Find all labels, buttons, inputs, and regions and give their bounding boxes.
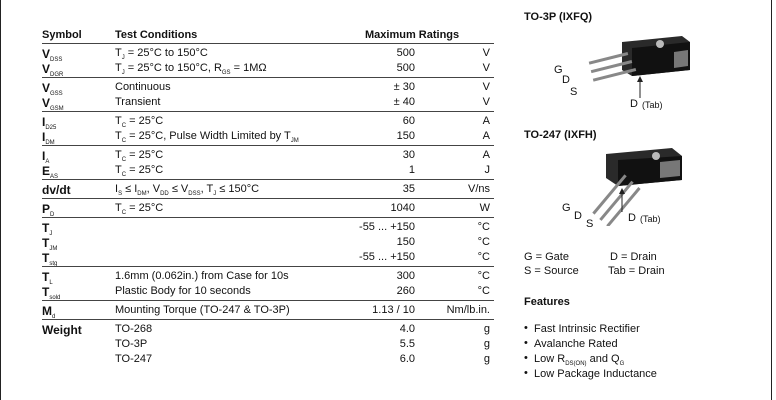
unit-cell: A (482, 130, 490, 142)
table-row (42, 61, 494, 76)
to3p-tab-note: (Tab) (642, 100, 663, 110)
table-row (42, 46, 494, 61)
to247-tab-label (628, 212, 708, 226)
to247-tab-note: (Tab) (640, 214, 661, 224)
table-row (42, 148, 494, 163)
to3p-pin-g: G (554, 64, 563, 76)
to247-pin-g: G (562, 202, 571, 214)
condition-cell: Plastic Body for 10 seconds (115, 285, 251, 297)
symbol-cell: $V_{DSS}$ (42, 47, 63, 63)
condition-cell: 1.6mm (0.062in.) from Case for 10s (115, 270, 289, 282)
condition-cell: TO-3P (115, 338, 148, 350)
symbol-cell: $I_{D25}$ (42, 115, 57, 131)
condition-cell: $T_J = 25^\circ C$ to 150°C (115, 47, 208, 61)
table-row (42, 114, 494, 129)
symbol-cell: $M_d$ (42, 304, 56, 320)
value-cell: -55 ... +150 (359, 221, 415, 233)
condition-cell: $T_C = 25^\circ C$, Pulse Width Limited by $T_{JM}$ (115, 130, 299, 144)
row-group (42, 198, 494, 217)
feature-item: • Avalanche Rated (524, 338, 657, 353)
unit-cell: J (484, 164, 490, 176)
symbol-cell: $P_D$ (42, 202, 55, 218)
header-symbol: Symbol (42, 29, 82, 41)
table-row (42, 235, 494, 250)
condition-cell: $T_C = 25^\circ C$ (115, 164, 164, 178)
max-ratings-table (42, 26, 494, 368)
table-row (42, 284, 494, 299)
to3p-pin-labels (554, 64, 594, 104)
value-cell: 500 (396, 47, 415, 59)
to3p-mount-hole (656, 40, 664, 48)
to247-pin-d: D (574, 210, 582, 222)
table-row (42, 182, 494, 197)
pin-legend (524, 251, 704, 281)
symbol-cell: $V_{DGR}$ (42, 62, 64, 78)
table-body (42, 43, 494, 368)
value-cell: 150 (396, 130, 415, 142)
condition-cell: Mounting Torque (TO-247 & TO-3P) (115, 304, 290, 316)
to3p-pin-d: D (562, 74, 570, 86)
legend-source: S = Source (524, 265, 579, 277)
condition-cell: $T_C = 25^\circ C$ (115, 115, 164, 129)
value-cell: 1040 (390, 202, 415, 214)
table-row (42, 163, 494, 178)
row-group (42, 145, 494, 179)
value-cell: ± 30 (393, 81, 415, 93)
condition-cell: $I_S \le I_{DM}$, $V_{DD} \le V_{DSS}$, $T_J \le 150^\circ C$ (115, 183, 260, 197)
to247-tab-d: D (628, 212, 636, 224)
unit-cell: g (483, 338, 490, 350)
unit-cell: °C (477, 270, 490, 282)
feature-item: • Low $R_{DS(ON)}$ and $Q_G$ (524, 353, 657, 368)
unit-cell: °C (477, 251, 490, 263)
value-cell: 1 (408, 164, 415, 176)
unit-cell: V (482, 81, 490, 93)
feature-item: • Fast Intrinsic Rectifier (524, 323, 657, 338)
to3p-tab-label (630, 98, 710, 112)
symbol-cell: $I_{DM}$ (42, 130, 55, 146)
value-cell: ± 40 (393, 96, 415, 108)
row-group (42, 77, 494, 111)
unit-cell: g (483, 323, 490, 335)
value-cell: -55 ... +150 (359, 251, 415, 263)
condition-cell: Continuous (115, 81, 171, 93)
header-conditions: Test Conditions (115, 29, 198, 41)
symbol-cell: $T_J$ (42, 221, 53, 237)
value-cell: 4.0 (399, 323, 415, 335)
condition-cell: $T_C = 25^\circ C$ (115, 149, 164, 163)
symbol-cell: $V_{GSM}$ (42, 96, 64, 112)
unit-cell: W (479, 202, 490, 214)
symbol-cell: $T_{stg}$ (42, 251, 58, 267)
symbol-cell: Weight (42, 323, 82, 337)
symbol-cell: $T_{sold}$ (42, 285, 61, 301)
to3p-title: TO-3P (IXFQ) (524, 11, 593, 23)
symbol-cell: $T_L$ (42, 270, 53, 286)
table-row (42, 129, 494, 144)
symbol-cell: $V_{GSS}$ (42, 81, 63, 97)
table-row (42, 337, 494, 352)
symbol-cell: dv/dt (42, 183, 71, 197)
table-row (42, 80, 494, 95)
value-cell: 500 (396, 62, 415, 74)
unit-cell: V (482, 96, 490, 108)
table-row (42, 352, 494, 367)
features-title: Features (524, 296, 570, 308)
value-cell: 5.5 (399, 338, 415, 350)
value-cell: 150 (396, 236, 415, 248)
legend-drain: D = Drain (610, 251, 657, 263)
row-group (42, 179, 494, 198)
legend-gate: G = Gate (524, 251, 569, 263)
value-cell: 6.0 (399, 353, 415, 365)
value-cell: 60 (402, 115, 415, 127)
to247-tab (660, 160, 680, 178)
value-cell: 260 (396, 285, 415, 297)
unit-cell: °C (477, 285, 490, 297)
row-group (42, 319, 494, 368)
table-row (42, 95, 494, 110)
unit-cell: °C (477, 221, 490, 233)
row-group (42, 43, 494, 77)
symbol-cell: $I_A$ (42, 149, 50, 165)
row-group (42, 111, 494, 145)
legend-tab: Tab = Drain (608, 265, 665, 277)
table-row (42, 303, 494, 318)
to247-mount-hole (652, 152, 660, 160)
feature-item: • Low Package Inductance (524, 368, 657, 383)
to3p-tab (674, 50, 688, 68)
table-row (42, 322, 494, 337)
table-header (42, 26, 494, 43)
condition-cell: TO-268 (115, 323, 153, 335)
unit-cell: Nm/lb.in. (446, 304, 490, 316)
table-row (42, 201, 494, 216)
to3p-pin-s: S (570, 86, 578, 98)
header-ratings: Maximum Ratings (365, 29, 460, 41)
unit-cell: V/ns (467, 183, 490, 195)
unit-cell: g (483, 353, 490, 365)
value-cell: 30 (402, 149, 415, 161)
unit-cell: V (482, 62, 490, 74)
unit-cell: °C (477, 236, 490, 248)
unit-cell: V (482, 47, 490, 59)
table-row (42, 220, 494, 235)
condition-cell: $T_C = 25^\circ C$ (115, 202, 164, 216)
unit-cell: A (482, 115, 490, 127)
right-border (771, 0, 772, 400)
row-group (42, 217, 494, 266)
features-list (524, 323, 657, 383)
value-cell: 35 (402, 183, 415, 195)
unit-cell: A (482, 149, 490, 161)
row-group (42, 300, 494, 319)
to247-pin-labels (562, 202, 602, 232)
left-border (0, 0, 1, 400)
symbol-cell: $E_{AS}$ (42, 164, 59, 180)
value-cell: 300 (396, 270, 415, 282)
condition-cell: TO-247 (115, 353, 153, 365)
table-row (42, 250, 494, 265)
to247-pin-s: S (586, 218, 594, 230)
condition-cell: $T_J = 25^\circ C$ to 150°C, $R_{GS} = 1M\Omega$ (115, 62, 267, 76)
to247-title: TO-247 (IXFH) (524, 129, 597, 141)
to3p-tab-d: D (630, 98, 638, 110)
value-cell: 1.13 / 10 (372, 304, 415, 316)
table-row (42, 269, 494, 284)
symbol-cell: $T_{JM}$ (42, 236, 58, 252)
row-group (42, 266, 494, 300)
condition-cell: Transient (115, 96, 161, 108)
to3p-arrowhead (637, 76, 643, 82)
